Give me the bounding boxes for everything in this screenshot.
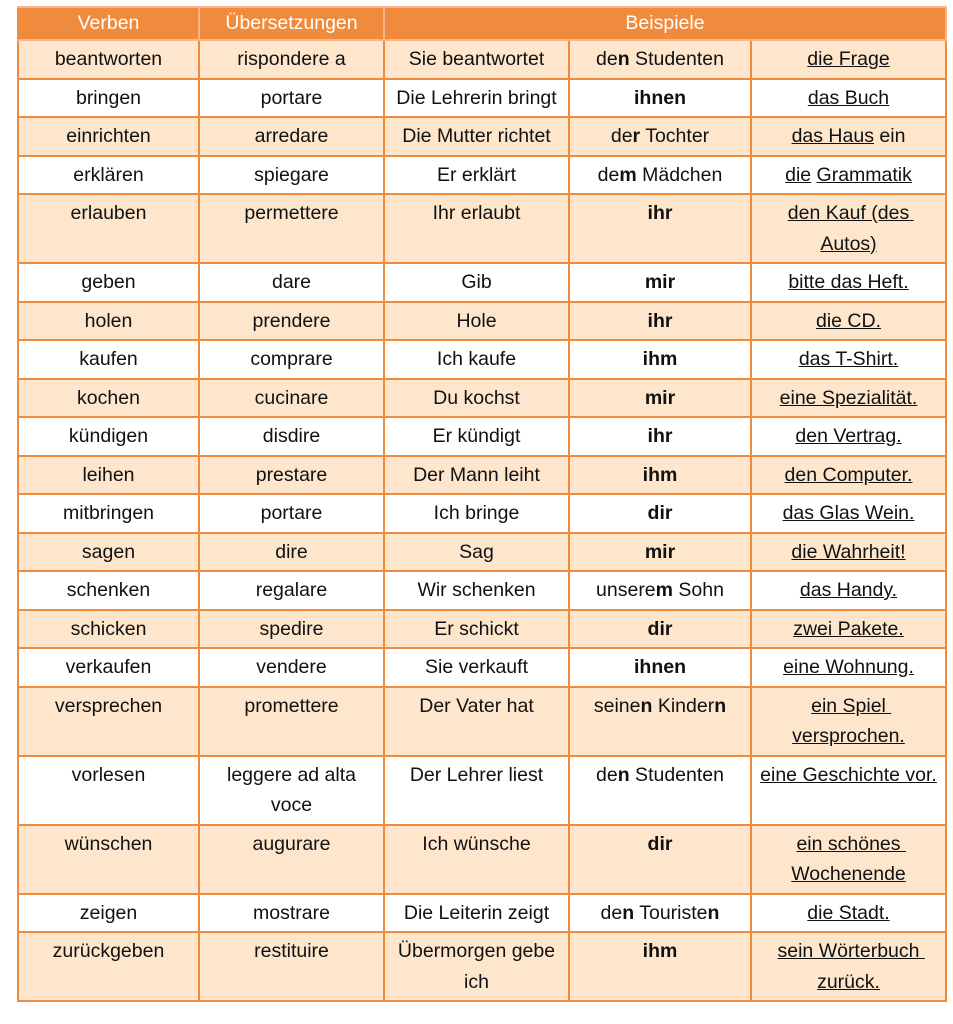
dative-fragment: n bbox=[707, 901, 720, 924]
verb-cell: beantworten bbox=[18, 40, 199, 79]
example-dative-cell bbox=[569, 571, 751, 610]
example-subject-cell: Der Vater hat bbox=[384, 687, 569, 756]
table-row bbox=[18, 79, 946, 118]
table-header-row bbox=[18, 7, 946, 40]
dative-fragment: r bbox=[632, 125, 641, 147]
accusative-fragment: die Wahrheit! bbox=[791, 540, 906, 563]
table-row bbox=[18, 687, 946, 756]
translation-cell: rispondere a bbox=[199, 40, 384, 79]
table-row bbox=[18, 571, 946, 610]
dative-fragment: m bbox=[619, 163, 637, 186]
verb-cell: zeigen bbox=[18, 894, 199, 933]
translation-cell: disdire bbox=[199, 417, 384, 456]
example-subject-cell: Sag bbox=[384, 533, 569, 572]
example-dative-cell bbox=[569, 340, 751, 379]
example-accusative-cell bbox=[751, 648, 946, 687]
translation-cell: spedire bbox=[199, 610, 384, 649]
dative-fragment: m bbox=[655, 579, 673, 601]
example-accusative-cell bbox=[751, 417, 946, 456]
example-accusative-cell bbox=[751, 40, 946, 79]
translation-cell: portare bbox=[199, 494, 384, 533]
translation-cell: promettere bbox=[199, 687, 384, 756]
example-accusative-cell bbox=[751, 194, 946, 263]
accusative-fragment: eine Geschichte vor. bbox=[760, 763, 937, 786]
accusative-fragment: eine Wohnung. bbox=[783, 656, 914, 678]
verb-cell: schicken bbox=[18, 610, 199, 649]
example-dative-cell bbox=[569, 756, 751, 825]
example-subject-cell: Gib bbox=[384, 263, 569, 302]
dative-fragment: Sohn bbox=[673, 579, 724, 601]
example-accusative-cell bbox=[751, 894, 946, 933]
example-subject-cell: Er erklärt bbox=[384, 156, 569, 195]
example-accusative-cell bbox=[751, 533, 946, 572]
dative-fragment: unsere bbox=[596, 579, 656, 601]
table-row bbox=[18, 40, 946, 79]
header-examples: Beispiele bbox=[384, 7, 946, 40]
example-dative-cell bbox=[569, 417, 751, 456]
verb-cell: zurückgeben bbox=[18, 932, 199, 1001]
example-accusative-cell bbox=[751, 263, 946, 302]
verb-cell: holen bbox=[18, 302, 199, 341]
accusative-fragment: die Stadt. bbox=[807, 901, 890, 924]
accusative-fragment: bitte das Heft. bbox=[788, 271, 909, 293]
verb-cell: verkaufen bbox=[18, 648, 199, 687]
dative-fragment: ihr bbox=[647, 202, 673, 224]
table-row bbox=[18, 610, 946, 649]
example-dative-cell bbox=[569, 79, 751, 118]
verb-cell: erlauben bbox=[18, 194, 199, 263]
dative-fragment: ihnen bbox=[634, 656, 686, 678]
accusative-fragment: ein bbox=[873, 125, 906, 147]
accusative-fragment: das Buch bbox=[807, 86, 890, 109]
example-accusative-cell bbox=[751, 79, 946, 118]
dative-fragment: Kinder bbox=[652, 694, 715, 717]
example-dative-cell bbox=[569, 379, 751, 418]
accusative-fragment: den Vertrag. bbox=[795, 425, 902, 447]
translation-cell: dire bbox=[199, 533, 384, 572]
translation-cell: permettere bbox=[199, 194, 384, 263]
table-row bbox=[18, 494, 946, 533]
verb-cell: wünschen bbox=[18, 825, 199, 894]
dative-fragment: de bbox=[597, 163, 620, 186]
header-verbs: Verben bbox=[18, 7, 199, 40]
verb-cell: sagen bbox=[18, 533, 199, 572]
example-accusative-cell bbox=[751, 456, 946, 495]
example-subject-cell: Die Mutter richtet bbox=[384, 117, 569, 156]
example-dative-cell bbox=[569, 456, 751, 495]
table-row bbox=[18, 417, 946, 456]
example-accusative-cell bbox=[751, 379, 946, 418]
dative-verbs-table bbox=[17, 6, 947, 1002]
verb-cell: bringen bbox=[18, 79, 199, 118]
table-row bbox=[18, 194, 946, 263]
example-accusative-cell bbox=[751, 156, 946, 195]
table-row bbox=[18, 456, 946, 495]
table-row bbox=[18, 379, 946, 418]
verb-cell: leihen bbox=[18, 456, 199, 495]
example-dative-cell bbox=[569, 648, 751, 687]
example-subject-cell: Wir schenken bbox=[384, 571, 569, 610]
dative-fragment: dir bbox=[647, 617, 673, 640]
dative-fragment: de bbox=[596, 48, 618, 70]
verb-cell: schenken bbox=[18, 571, 199, 610]
verb-cell: kündigen bbox=[18, 417, 199, 456]
verb-table-container bbox=[17, 6, 945, 1002]
dative-fragment: de bbox=[610, 125, 633, 147]
dative-fragment: n bbox=[622, 901, 635, 924]
header-translations: Übersetzungen bbox=[199, 7, 384, 40]
dative-fragment: ihm bbox=[642, 348, 678, 370]
table-row bbox=[18, 117, 946, 156]
table-row bbox=[18, 302, 946, 341]
dative-fragment: ihnen bbox=[634, 86, 686, 109]
example-accusative-cell bbox=[751, 825, 946, 894]
table-row bbox=[18, 156, 946, 195]
translation-cell: vendere bbox=[199, 648, 384, 687]
dative-fragment: n bbox=[617, 48, 630, 70]
dative-fragment: n bbox=[617, 763, 630, 786]
translation-cell: comprare bbox=[199, 340, 384, 379]
example-dative-cell bbox=[569, 40, 751, 79]
dative-fragment: mir bbox=[644, 271, 676, 293]
translation-cell: dare bbox=[199, 263, 384, 302]
example-accusative-cell bbox=[751, 340, 946, 379]
translation-cell: mostrare bbox=[199, 894, 384, 933]
example-subject-cell: Ich kaufe bbox=[384, 340, 569, 379]
table-row bbox=[18, 894, 946, 933]
example-subject-cell: Ihr erlaubt bbox=[384, 194, 569, 263]
example-accusative-cell bbox=[751, 932, 946, 1001]
dative-fragment: mir bbox=[644, 386, 676, 409]
table-row bbox=[18, 825, 946, 894]
accusative-fragment: das Handy. bbox=[799, 579, 898, 601]
translation-cell: restituire bbox=[199, 932, 384, 1001]
translation-cell: spiegare bbox=[199, 156, 384, 195]
example-subject-cell: Ich bringe bbox=[384, 494, 569, 533]
example-subject-cell: Er kündigt bbox=[384, 417, 569, 456]
accusative-fragment: Grammatik bbox=[816, 163, 912, 186]
example-dative-cell bbox=[569, 894, 751, 933]
dative-fragment: dir bbox=[647, 502, 673, 524]
dative-fragment: ihr bbox=[647, 425, 673, 447]
table-row bbox=[18, 263, 946, 302]
accusative-fragment: eine Spezialität. bbox=[779, 386, 918, 409]
example-subject-cell: Übermorgen gebe ich bbox=[384, 932, 569, 1001]
example-dative-cell bbox=[569, 263, 751, 302]
table-row bbox=[18, 533, 946, 572]
accusative-fragment: die Frage bbox=[807, 48, 890, 70]
example-dative-cell bbox=[569, 533, 751, 572]
example-dative-cell bbox=[569, 687, 751, 756]
dative-fragment: ihr bbox=[647, 309, 673, 332]
translation-cell: regalare bbox=[199, 571, 384, 610]
example-subject-cell: Die Lehrerin bringt bbox=[384, 79, 569, 118]
translation-cell: prestare bbox=[199, 456, 384, 495]
dative-fragment: Studenten bbox=[629, 763, 724, 786]
accusative-fragment: ein schönes Wochenende bbox=[791, 832, 906, 885]
verb-cell: kochen bbox=[18, 379, 199, 418]
translation-cell: leggere ad alta voce bbox=[199, 756, 384, 825]
example-accusative-cell bbox=[751, 756, 946, 825]
accusative-fragment: das T-Shirt. bbox=[798, 348, 899, 370]
table-row bbox=[18, 340, 946, 379]
verb-cell: geben bbox=[18, 263, 199, 302]
dative-fragment: de bbox=[596, 763, 618, 786]
verb-cell: mitbringen bbox=[18, 494, 199, 533]
table-row bbox=[18, 932, 946, 1001]
table-row bbox=[18, 756, 946, 825]
dative-fragment: Touriste bbox=[634, 901, 708, 924]
dative-fragment: ihm bbox=[642, 940, 678, 962]
translation-cell: augurare bbox=[199, 825, 384, 894]
verb-cell: erklären bbox=[18, 156, 199, 195]
dative-fragment: Tochter bbox=[640, 125, 710, 147]
verb-cell: versprechen bbox=[18, 687, 199, 756]
example-subject-cell: Du kochst bbox=[384, 379, 569, 418]
accusative-fragment: die bbox=[785, 163, 812, 186]
verb-cell: vorlesen bbox=[18, 756, 199, 825]
dative-fragment: n bbox=[640, 694, 653, 717]
example-dative-cell bbox=[569, 825, 751, 894]
verb-cell: kaufen bbox=[18, 340, 199, 379]
dative-fragment: mir bbox=[644, 540, 676, 563]
example-subject-cell: Hole bbox=[384, 302, 569, 341]
example-dative-cell bbox=[569, 117, 751, 156]
example-subject-cell: Der Mann leiht bbox=[384, 456, 569, 495]
verb-cell: einrichten bbox=[18, 117, 199, 156]
table-row bbox=[18, 648, 946, 687]
translation-cell: arredare bbox=[199, 117, 384, 156]
dative-fragment: Studenten bbox=[629, 48, 724, 70]
accusative-fragment: den Kauf (des Autos) bbox=[787, 202, 914, 255]
example-accusative-cell bbox=[751, 494, 946, 533]
accusative-fragment: zwei Pakete. bbox=[793, 617, 904, 640]
dative-fragment: dir bbox=[647, 832, 673, 855]
example-dative-cell bbox=[569, 194, 751, 263]
dative-fragment: de bbox=[600, 901, 623, 924]
example-accusative-cell bbox=[751, 687, 946, 756]
example-subject-cell: Der Lehrer liest bbox=[384, 756, 569, 825]
dative-fragment: seine bbox=[593, 694, 641, 717]
accusative-fragment: sein Wörterbuch zurück. bbox=[777, 940, 925, 993]
example-dative-cell bbox=[569, 302, 751, 341]
example-accusative-cell bbox=[751, 571, 946, 610]
accusative-fragment: die CD. bbox=[815, 309, 882, 332]
dative-fragment: n bbox=[714, 694, 727, 717]
example-subject-cell: Sie beantwortet bbox=[384, 40, 569, 79]
example-dative-cell bbox=[569, 610, 751, 649]
example-accusative-cell bbox=[751, 610, 946, 649]
dative-fragment: Mädchen bbox=[636, 163, 723, 186]
example-dative-cell bbox=[569, 932, 751, 1001]
example-subject-cell: Er schickt bbox=[384, 610, 569, 649]
accusative-fragment: das Haus bbox=[791, 125, 874, 147]
accusative-fragment: ein Spiel versprochen. bbox=[792, 694, 905, 747]
accusative-fragment: das Glas Wein. bbox=[782, 502, 915, 524]
accusative-fragment: den Computer. bbox=[784, 463, 913, 486]
example-subject-cell: Sie verkauft bbox=[384, 648, 569, 687]
translation-cell: portare bbox=[199, 79, 384, 118]
example-accusative-cell bbox=[751, 117, 946, 156]
table-body bbox=[18, 40, 946, 1001]
example-dative-cell bbox=[569, 156, 751, 195]
example-subject-cell: Die Leiterin zeigt bbox=[384, 894, 569, 933]
translation-cell: cucinare bbox=[199, 379, 384, 418]
example-dative-cell bbox=[569, 494, 751, 533]
example-accusative-cell bbox=[751, 302, 946, 341]
dative-fragment: ihm bbox=[642, 463, 678, 486]
example-subject-cell: Ich wünsche bbox=[384, 825, 569, 894]
translation-cell: prendere bbox=[199, 302, 384, 341]
